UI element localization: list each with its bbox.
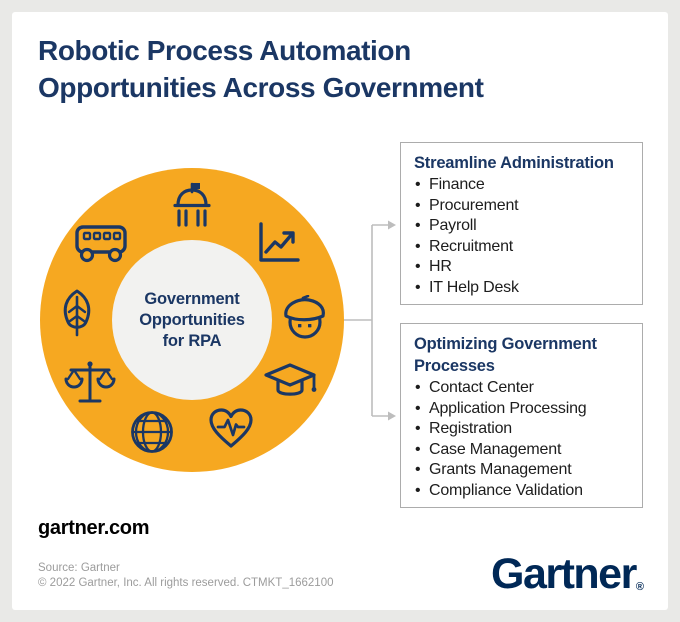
- leaf-icon: [58, 289, 96, 337]
- capitol-building-icon: [168, 182, 216, 228]
- list-item: • Finance: [414, 175, 634, 196]
- globe-icon: [129, 409, 175, 455]
- list-item: • Procurement: [414, 196, 634, 217]
- streamline-administration-box: [400, 142, 643, 305]
- scales-of-justice-icon: [64, 359, 116, 407]
- box2-title: Optimizing Government Processes: [414, 335, 597, 375]
- list-item: • HR: [414, 257, 634, 278]
- list-item: • Contact Center: [414, 378, 634, 399]
- donut-center: [112, 240, 272, 400]
- list-item: • Payroll: [414, 216, 634, 237]
- list-item: • Case Management: [414, 440, 634, 461]
- source-line: Source: Gartner: [38, 562, 120, 574]
- list-item: • Registration: [414, 419, 634, 440]
- list-item: • Application Processing: [414, 399, 634, 420]
- box1-title: Streamline Administration: [414, 154, 614, 172]
- page-title: [38, 32, 484, 106]
- arrowhead-bottom: [388, 412, 396, 421]
- soldier-icon: [280, 295, 330, 341]
- page-title-line2: Opportunities Across Government: [38, 72, 484, 103]
- registered-mark: ®: [635, 581, 644, 593]
- infographic-card: [12, 12, 668, 610]
- bus-icon: [73, 223, 129, 265]
- source-credits: [38, 561, 333, 591]
- rpa-donut-diagram: [40, 168, 344, 472]
- list-item: • IT Help Desk: [414, 278, 634, 299]
- copyright-line: © 2022 Gartner, Inc. All rights reserved. CTMKT_1662100: [38, 577, 334, 589]
- box1-list: [414, 175, 634, 298]
- list-item: • Grants Management: [414, 460, 634, 481]
- gartner-com-link[interactable]: gartner.com: [38, 517, 150, 539]
- connector-arrows: [342, 217, 402, 429]
- gartner-logo: Gartner®: [491, 550, 644, 598]
- optimizing-government-processes-box: [400, 323, 643, 508]
- graduation-cap-icon: [263, 362, 317, 404]
- page-title-line1: Robotic Process Automation: [38, 35, 411, 66]
- list-item: • Recruitment: [414, 237, 634, 258]
- arrowhead-top: [388, 221, 396, 230]
- donut-center-label: Government Opportunities for RPA: [139, 289, 245, 350]
- list-item: • Compliance Validation: [414, 481, 634, 502]
- box2-list: [414, 378, 634, 501]
- growth-chart-icon: [256, 221, 300, 265]
- heart-pulse-icon: [208, 408, 254, 450]
